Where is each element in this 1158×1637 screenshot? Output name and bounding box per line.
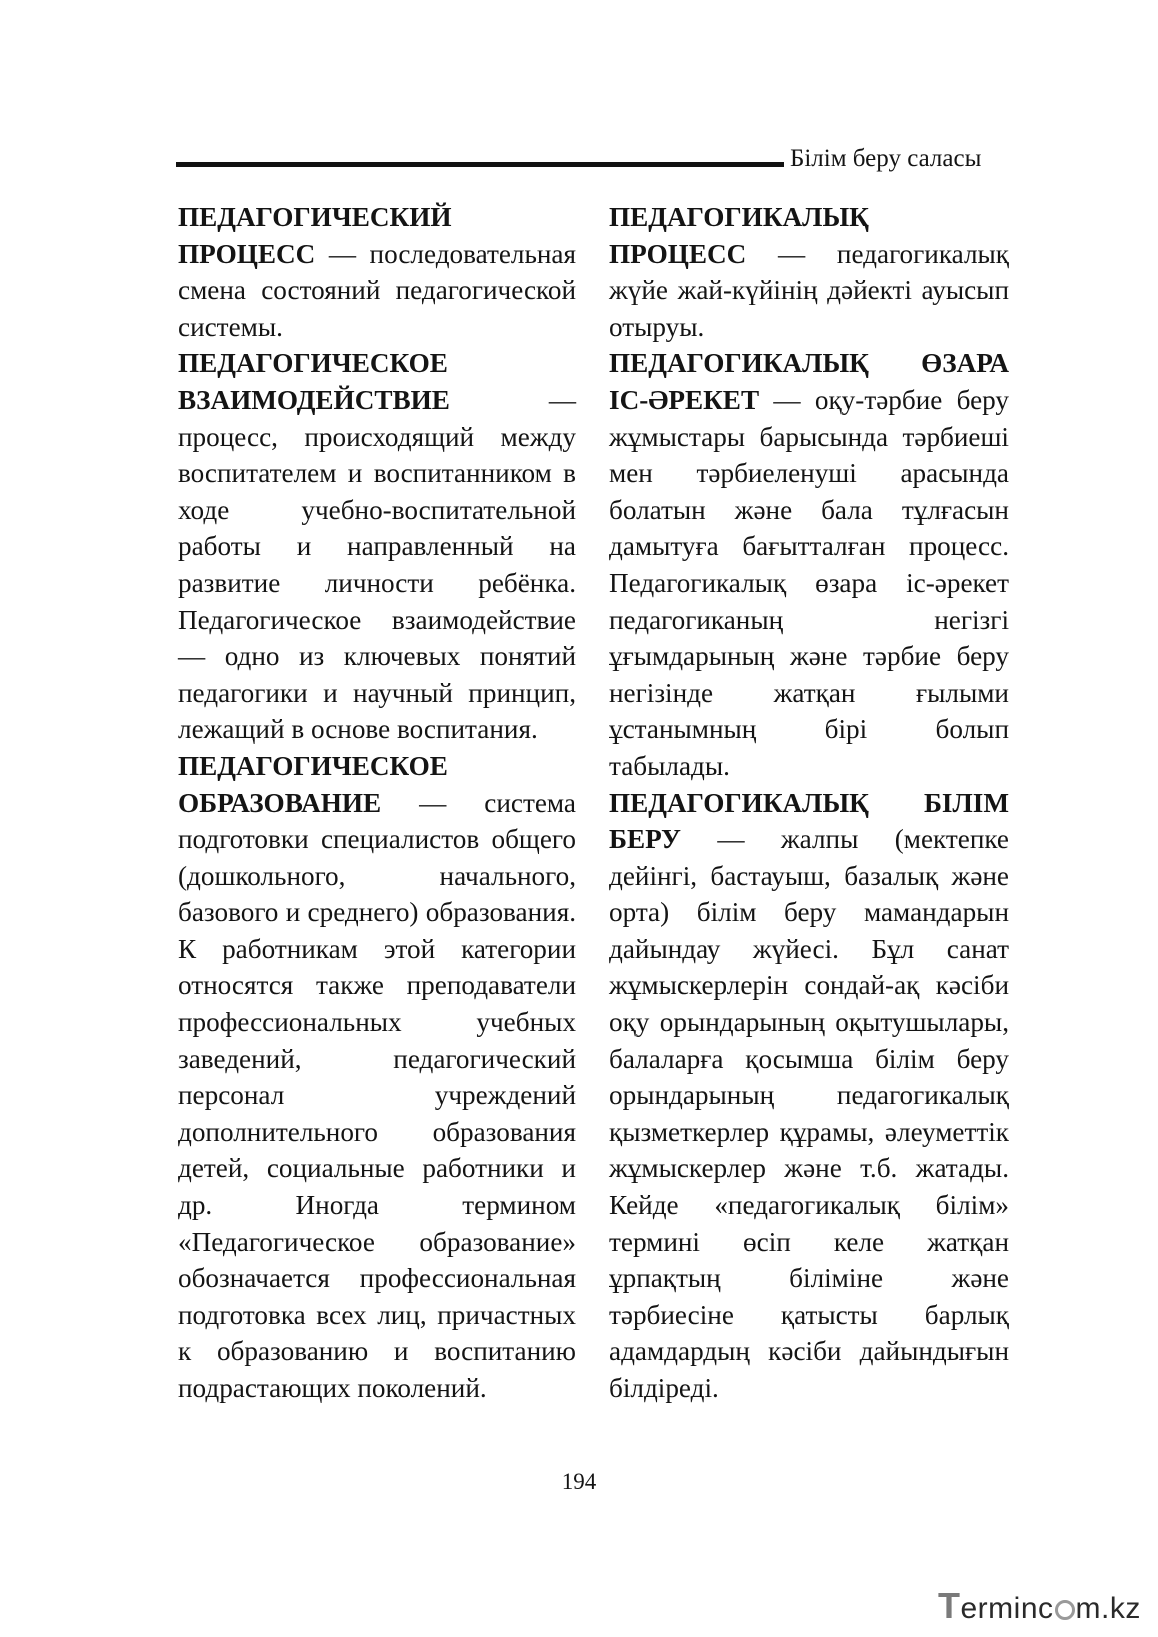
entry-term: ПЕДАГОГИКАЛЫҚ ӨЗАРА ІС-ӘРЕКЕТ: [609, 348, 1009, 415]
header-rule: [176, 162, 784, 167]
entry-term: ПЕДАГОГИКАЛЫҚ БІЛІМ БЕРУ: [609, 787, 1009, 855]
entry-definition: — последовательная смена состояний педагогической системы.: [178, 238, 576, 342]
site-watermark: [938, 1585, 1141, 1627]
entry-term: ПЕДАГОГИКАЛЫҚ ПРОЦЕСС: [609, 202, 869, 269]
right-column: [609, 199, 1009, 1407]
dictionary-entry: [178, 748, 576, 1407]
entry-definition: — оқу-тәрбие беру жұмыстары барысында тәрбиеші мен тәрбиеленуші арасында болатын және бала тұлғасын дамытуға бағытталған процесс. Педагогикалық өзара іс-әрекет педагогиканың негізгі ұғымдарының және тәрбие беру негізінде жатқан ғылыми ұстанымның бірі болып табылады.: [609, 384, 1009, 781]
entry-term: ПЕДАГОГИЧЕСКИЙ ПРОЦЕСС: [178, 202, 452, 269]
dictionary-entry: [609, 199, 1009, 345]
dictionary-entry: [178, 345, 576, 748]
entry-definition: — система подготовки специалистов общего (дошкольного, начального, базового и среднего) образования. К работникам этой категории относятся также преподаватели профессиональных учебных заведений, педагогический персонал учреждений дополнительного образования детей, социальные работники и др. Иногда термином «Педагогическое образование» обозначается профессиональная подготовка всех лиц, причастных к образованию и воспитанию подрастающих поколений.: [178, 787, 576, 1403]
left-column: [178, 199, 576, 1407]
watermark-end: m.kz: [1075, 1592, 1141, 1625]
dictionary-entry: [609, 345, 1009, 784]
circle-o-icon: [1055, 1600, 1075, 1620]
dictionary-entry: [178, 199, 576, 345]
dictionary-entry: [609, 785, 1009, 1407]
page-number: 194: [561, 1469, 597, 1494]
watermark-t: T: [938, 1585, 961, 1626]
running-head: Білім беру саласы: [790, 145, 982, 172]
entry-definition: — процесс, происходящий между воспитателем и воспитанником в ходе учебно-воспитательной работы и направленный на развитие личности ребёнка. Педагогическое взаимодействие — одно из ключевых понятий педагогики и научный принцип, лежащий в основе воспитания.: [178, 384, 576, 745]
entry-term: ПЕДАГОГИЧЕСКОЕ ВЗАИМОДЕЙСТВИЕ: [178, 348, 450, 415]
watermark-mid: erminc: [960, 1592, 1054, 1625]
entry-definition: — педагогикалық жүйе жай-күйінің дәйекті ауысып отыруы.: [609, 238, 1009, 342]
entry-term: ПЕДАГОГИЧЕСКОЕ ОБРАЗОВАНИЕ: [178, 750, 448, 818]
entry-definition: — жалпы (мектепке дейінгі, бастауыш, базалық және орта) білім беру мамандарын дайындау жүйесі. Бұл санат жұмыскерлерін сондай-ақ кәсіби оқу орындарының оқытушылары, балаларға қосымша білім беру орындарының педагогикалық қызметкерлер құрамы, әлеуметтік жұмыскерлер және т.б. жатады. Кейде «педагогикалық білім» термині өсіп келе жатқан ұрпақтың біліміне және тәрбиесіне қатысты барлық адамдардың кәсіби дайындығын білдіреді.: [609, 824, 1009, 1403]
